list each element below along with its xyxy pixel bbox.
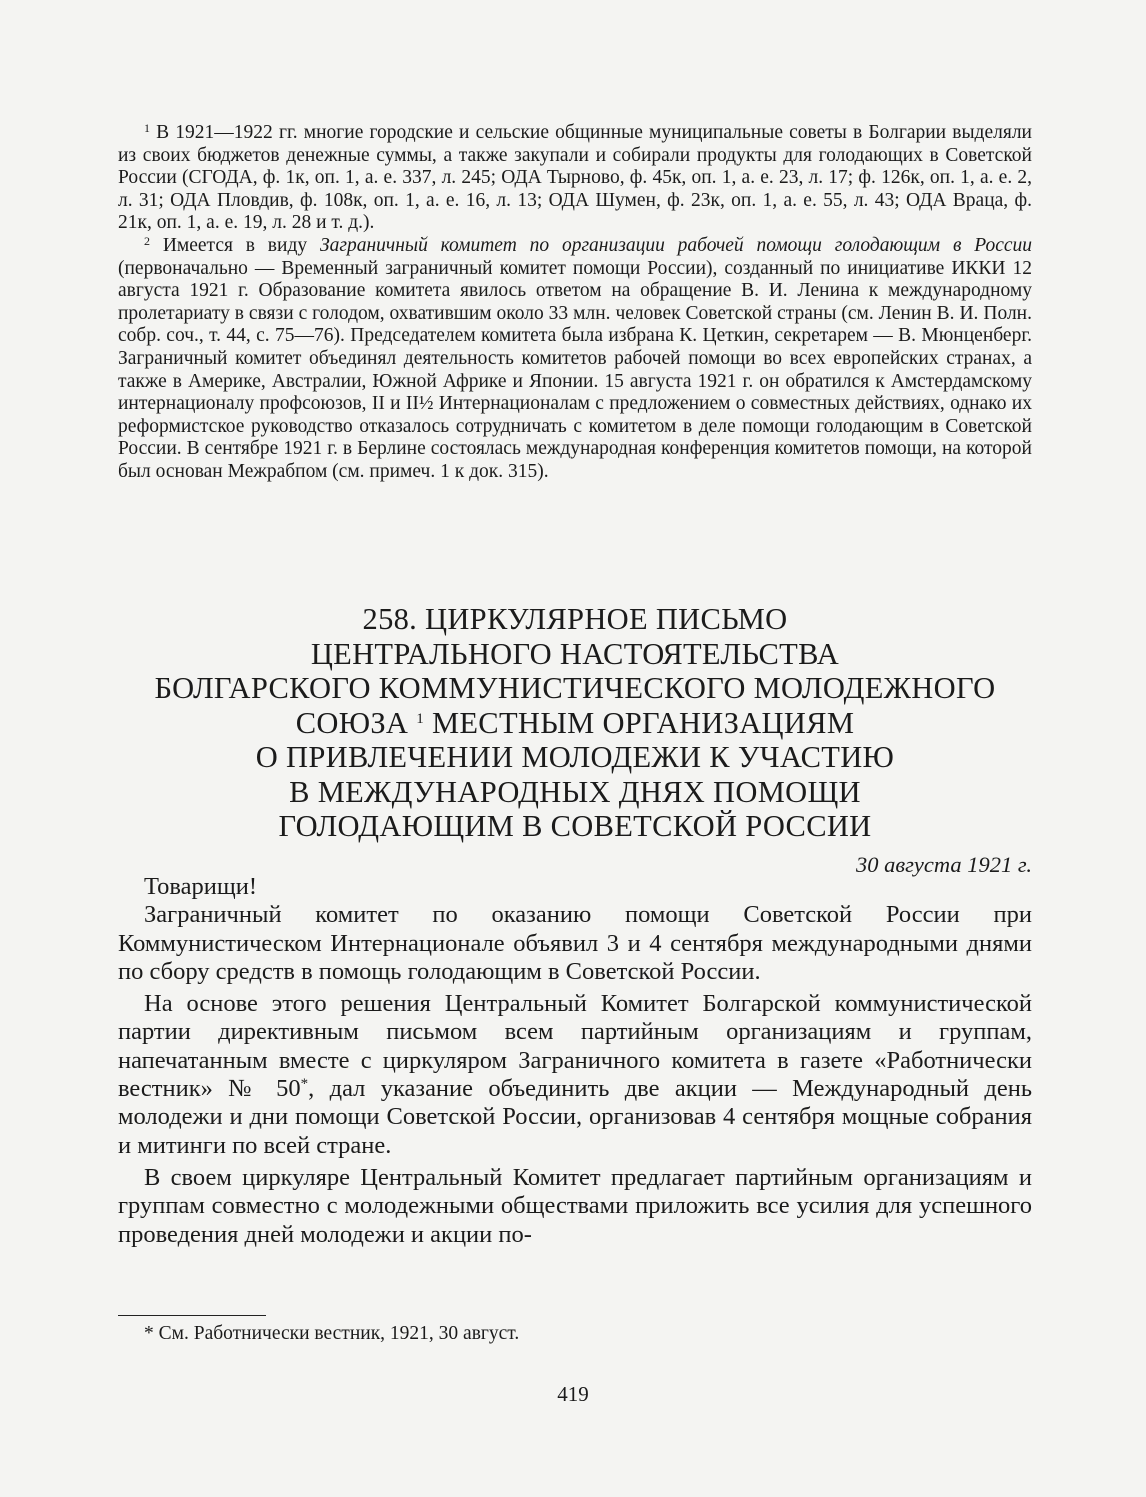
footnote-bottom: * См. Работнически вестник, 1921, 30 август.	[144, 1323, 520, 1344]
footnotes-top	[118, 122, 1032, 484]
paragraph-2b: , дал указание объединить две акции — Международный день молодежи и дни помощи Советской России, организовав 4 сентября мощные собрания и митинги по всей стране.	[118, 1075, 1032, 1159]
paragraph-2-marker: *	[300, 1076, 309, 1093]
footnote-rule	[118, 1315, 266, 1316]
page-number: 419	[557, 1382, 589, 1406]
footnote-1-text: В 1921—1922 гг. многие городские и сельские общинные муниципальные советы в Болгарии выделяли из своих бюджетов денежные суммы, а также закупали и собирали продукты для голодающих в Советской России (СГОДА, ф. 1к, оп. 1, а. е. 337, л. 245; ОДА Тырново, ф. 45к, оп. 1, а. е. 23, л. 17; ф. 126к, оп. 1, а. е. 2, л. 31; ОДА Пловдив, ф. 108к, оп. 1, а. е. 16, л. 13; ОДА Шумен, ф. 23к, оп. 1, а. е. 55, л. 43; ОДА Враца, ф. 21к, оп. 1, а. е. 19, л. 28 и т. д.).	[118, 122, 1032, 234]
document-date: 30 августа 1921 г.	[855, 852, 1032, 877]
heading-footnote-marker: 1	[416, 710, 425, 727]
heading-line-7: ГОЛОДАЮЩИМ В СОВЕТСКОЙ РОССИИ	[278, 809, 872, 843]
heading-line-3: БОЛГАРСКОГО КОММУНИСТИЧЕСКОГО МОЛОДЕЖНОГО	[154, 671, 996, 705]
footnote-2-italic: Заграничный комитет по организации рабочей помощи голодающим в России	[319, 234, 1032, 256]
footnote-2-text: (первоначально — Временный заграничный комитет помощи России), созданный по инициативе ИККИ 12 августа 1921 г. Образование комитета явилось ответом на обращение В. И. Ленина к международному пролетариату в связи с голодом, охватившим около 33 млн. человек Советской страны (см. Ленин В. И. Полн. собр. соч., т. 44, с. 75—76). Председателем комитета была избрана К. Цеткин, секретарем — В. Мюнценберг. Заграничный комитет объединял деятельность комитетов рабочей помощи во всех европейских странах, а также в Америке, Австралии, Южной Африке и Японии. 15 августа 1921 г. он обратился к Амстердамскому интернационалу профсоюзов, II и II½ Интернационалам с предложением о совместных действиях, однако их реформистское руководство отказалось сотрудничать с комитетом в деле помощи голодающим в Советской России. В сентябре 1921 г. в Берлине состоялась международная конференция комитетов помощи, на которой был основан Межрабпом (см. примеч. 1 к док. 315).	[118, 257, 1032, 482]
heading-line-5: О ПРИВЛЕЧЕНИИ МОЛОДЕЖИ К УЧАСТИЮ	[255, 740, 895, 774]
footnote-2	[118, 235, 1032, 484]
heading-line-4	[118, 706, 1032, 741]
document-body	[118, 873, 1032, 1249]
heading-line-1: 258. ЦИРКУЛЯРНОЕ ПИСЬМО	[362, 602, 788, 636]
footnote-1	[118, 122, 1032, 235]
footnote-2-lead: Имеется в виду	[162, 234, 320, 256]
heading-line-4a: СОЮЗА	[295, 705, 409, 740]
heading-line-6: В МЕЖДУНАРОДНЫХ ДНЯХ ПОМОЩИ	[289, 774, 861, 809]
paragraph-2	[118, 990, 1032, 1160]
salutation: Товарищи!	[144, 873, 257, 900]
document-heading	[118, 602, 1032, 844]
paragraph-1: Заграничный комитет по оказанию помощи Советской России при Коммунистическом Интернационале объявил 3 и 4 сентября международными днями по сбору средств в помощь голодающим в Советской России.	[118, 901, 1032, 985]
footnote-1-marker: 1	[144, 121, 150, 135]
heading-line-4b: МЕСТНЫМ ОРГАНИЗАЦИЯМ	[431, 705, 855, 740]
heading-line-2: ЦЕНТРАЛЬНОГО НАСТОЯТЕЛЬСТВА	[310, 636, 840, 671]
footnote-2-marker: 2	[144, 233, 150, 248]
paragraph-2a: На основе этого решения Центральный Комитет Болгарской коммунистической партии директивным письмом всем партийным организациям и группам, напечатанным вместе с циркуляром Заграничного комитета в газете «Работнически вестник» № 50	[118, 990, 1032, 1103]
paragraph-3: В своем циркуляре Центральный Комитет предлагает партийным организациям и группам совместно с молодежными обществами приложить все усилия для успешного проведения дней молодежи и акции по-	[118, 1163, 1032, 1248]
